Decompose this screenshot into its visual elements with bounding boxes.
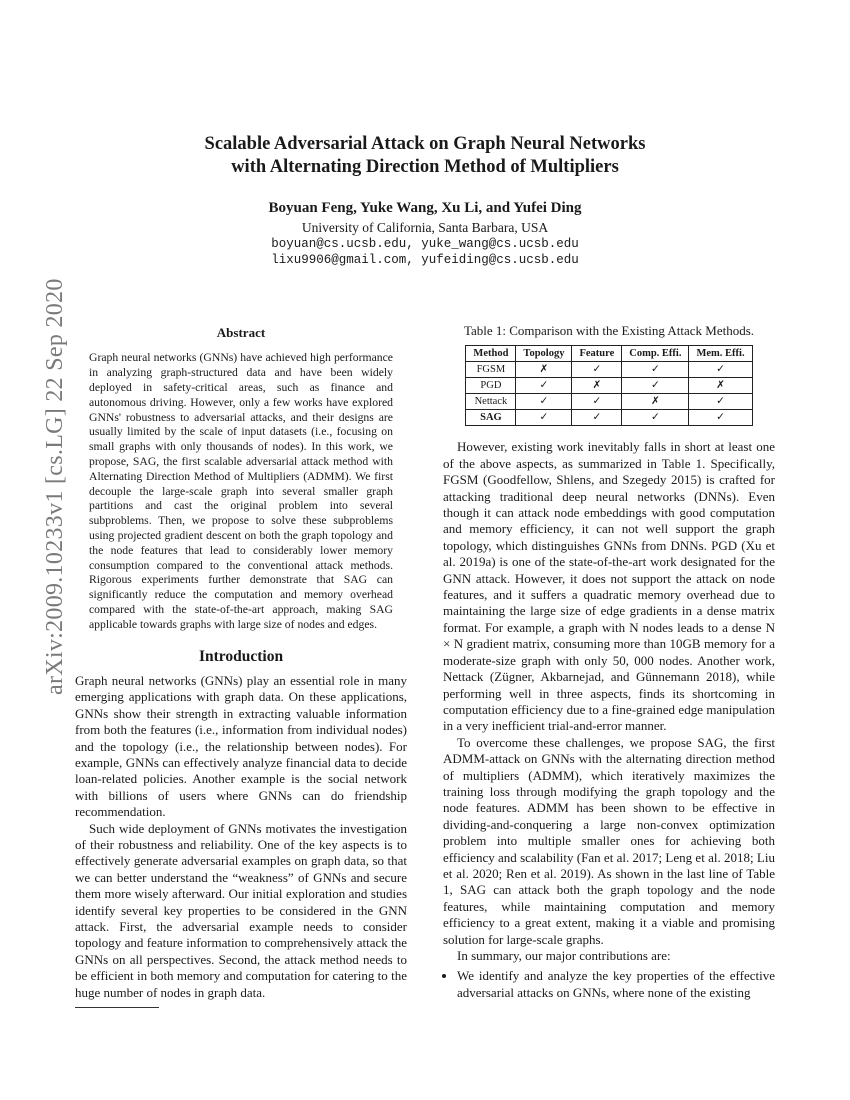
paper-header	[0, 133, 850, 268]
affiliation: University of California, Santa Barbara, USA	[301, 220, 549, 235]
arxiv-stamp	[4, 278, 68, 695]
table-row	[466, 362, 752, 378]
comparison-table	[465, 345, 752, 426]
table-cell: ✓	[572, 410, 622, 426]
body-paragraph-2: To overcome these challenges, we propose SAG, the first ADMM-attack on GNNs with the alternating direction method of multipliers (ADMM), which iteratively maximizes the training loss through modifying the graph topology and the node features. ADMM has been shown to be effective in dividing-and-conquering a large non-convex optimization problem into multiple smaller ones for achieving both efficiency and scalability (Fan et al. 2017; Leng et al. 2018; Liu et al. 2020; Ren et al. 2019). As shown in the last line of Table 1, SAG can attack both the graph topology and the node features, while maintaining computation and memory efficiency to a great extent, making it a viable and promising solution for large-scale graphs.	[443, 734, 775, 947]
arxiv-stamp-text: arXiv:2009.10233v1 [cs.LG] 22 Sep 2020	[42, 278, 68, 695]
contributions-list	[443, 968, 775, 1001]
table-cell: ✗	[572, 378, 622, 394]
table-cell: ✓	[516, 378, 572, 394]
table-header-row	[466, 346, 752, 362]
abstract-text: Graph neural networks (GNNs) have achieved high performance in analyzing graph-structured data and have been widely deployed in safety-critical areas, such as finance and autonomous driving. However, only a few works have explored GNNs' robustness to adversarial attacks, and their designs are usually limited by the scale of input datasets (i.e., focusing on small graphs with only thousands of nodes). In this work, we propose, SAG, the first scalable adversarial attack method with Alternating Direction Method of Multipliers (ADMM). We first decouple the large-scale graph into several smaller graph partitions and cast the original problem into several subproblems. Then, we propose to solve these subproblems using projected gradient descent on both the graph topology and the node features that lead to considerably lower memory consumption compared to the conventional attack methods. Rigorous experiments further demonstrate that SAG can significantly reduce the computation and memory overhead compared with the state-of-the-art approach, making SAG applicable towards graphs with large size of nodes and edges.	[89, 351, 393, 631]
table-cell: ✓	[572, 362, 622, 378]
table-cell: ✓	[516, 410, 572, 426]
table-header-cell: Method	[466, 346, 516, 362]
table-caption: Table 1: Comparison with the Existing Attack Methods.	[463, 323, 755, 338]
table-cell: Nettack	[466, 394, 516, 410]
email-line-2: lixu9906@gmail.com, yufeiding@cs.ucsb.edu	[271, 253, 579, 267]
email-line-1: boyuan@cs.ucsb.edu, yuke_wang@cs.ucsb.edu	[271, 237, 579, 251]
footnote-rule	[75, 1007, 159, 1008]
table-cell: ✓	[516, 394, 572, 410]
table-cell: SAG	[466, 410, 516, 426]
right-column	[443, 323, 775, 1001]
title-line-1: Scalable Adversarial Attack on Graph Neural Networks	[204, 134, 646, 154]
table-cell: ✓	[689, 394, 752, 410]
title-line-2: with Alternating Direction Method of Multipliers	[231, 157, 619, 177]
table-cell: ✓	[622, 410, 689, 426]
table-cell: PGD	[466, 378, 516, 394]
body-paragraph-1: However, existing work inevitably falls in short at least one of the above aspects, as summarized in Table 1. Specifically, FGSM (Goodfellow, Shlens, and Szegedy 2015) is crafted for attacking traditional deep neural networks (DNNs). Even though it can attack node embeddings with good computation and memory efficiency, it can not well support the graph topology, which distinguishes GNNs from DNNs. PGD (Xu et al. 2019a) is one of the state-of-the-art work designated for the GNN attack. However, it does not support the attack on node features, and it suffers a quadratic memory overhead due to maintaining the large size of edge gradients in a dense matrix format. For example, a graph with N nodes leads to a dense N × N gradient matrix, consuming more than 10GB memory for a moderate-size graph with only 50, 000 nodes. Another work, Nettack (Zügner, Akbarnejad, and Günnemann 2018), while performing well in three aspects, finds its shortcoming in computation efficiency due to a fine-grained edge manipulation in a very inefficient trial-and-error manner.	[443, 439, 775, 734]
table-cell: ✗	[516, 362, 572, 378]
comparison-table-block	[443, 323, 775, 426]
table-row	[466, 410, 752, 426]
table-cell: ✓	[689, 362, 752, 378]
table-header-cell: Feature	[572, 346, 622, 362]
intro-paragraph-2: Such wide deployment of GNNs motivates the investigation of their robustness and reliability. One of the key aspects is to effectively generate adversarial examples on graph data, so that we can better understand the “weakness” of GNNs and secure them more wisely afterward. Our initial exploration and studies identify several key properties to be considered in the GNN attack. First, the adversarial example needs to consider topology and feature information to comprehensively attack the GNNs on all perspectives. Second, the attack method needs to be efficient in both memory and computation for catering to the huge number of nodes in graph data.	[75, 820, 407, 1000]
list-item: • We identify and analyze the key properties of the effective adversarial attacks on GNNs, where none of the existing	[457, 968, 775, 1001]
table-header-cell: Mem. Effi.	[689, 346, 752, 362]
introduction-heading: Introduction	[198, 647, 284, 665]
intro-paragraph-1: Graph neural networks (GNNs) play an essential role in many emerging applications with graph data. On these applications, GNNs show their strength in extracting valuable information from both the features (i.e., information from individual nodes) and the topology (i.e., the relationship between nodes). For example, GNNs can effectively analyze financial data to decide loan-related policies. Another example is the social network with billions of users where GNNs can do friendship recommendation.	[75, 672, 407, 820]
table-row	[466, 378, 752, 394]
table-header-cell: Comp. Effi.	[622, 346, 689, 362]
table-row	[466, 394, 752, 410]
paper-title	[0, 133, 850, 179]
table-cell: ✓	[622, 378, 689, 394]
authors: Boyuan Feng, Yuke Wang, Xu Li, and Yufei Ding	[268, 200, 582, 216]
table-cell: ✓	[689, 410, 752, 426]
table-cell: ✓	[572, 394, 622, 410]
body-paragraph-3: In summary, our major contributions are:	[457, 948, 671, 963]
table-cell: ✗	[622, 394, 689, 410]
table-cell: ✓	[622, 362, 689, 378]
table-header-cell: Topology	[516, 346, 572, 362]
abstract-heading: Abstract	[216, 325, 266, 340]
table-cell: ✗	[689, 378, 752, 394]
left-column	[75, 325, 407, 1008]
table-cell: FGSM	[466, 362, 516, 378]
